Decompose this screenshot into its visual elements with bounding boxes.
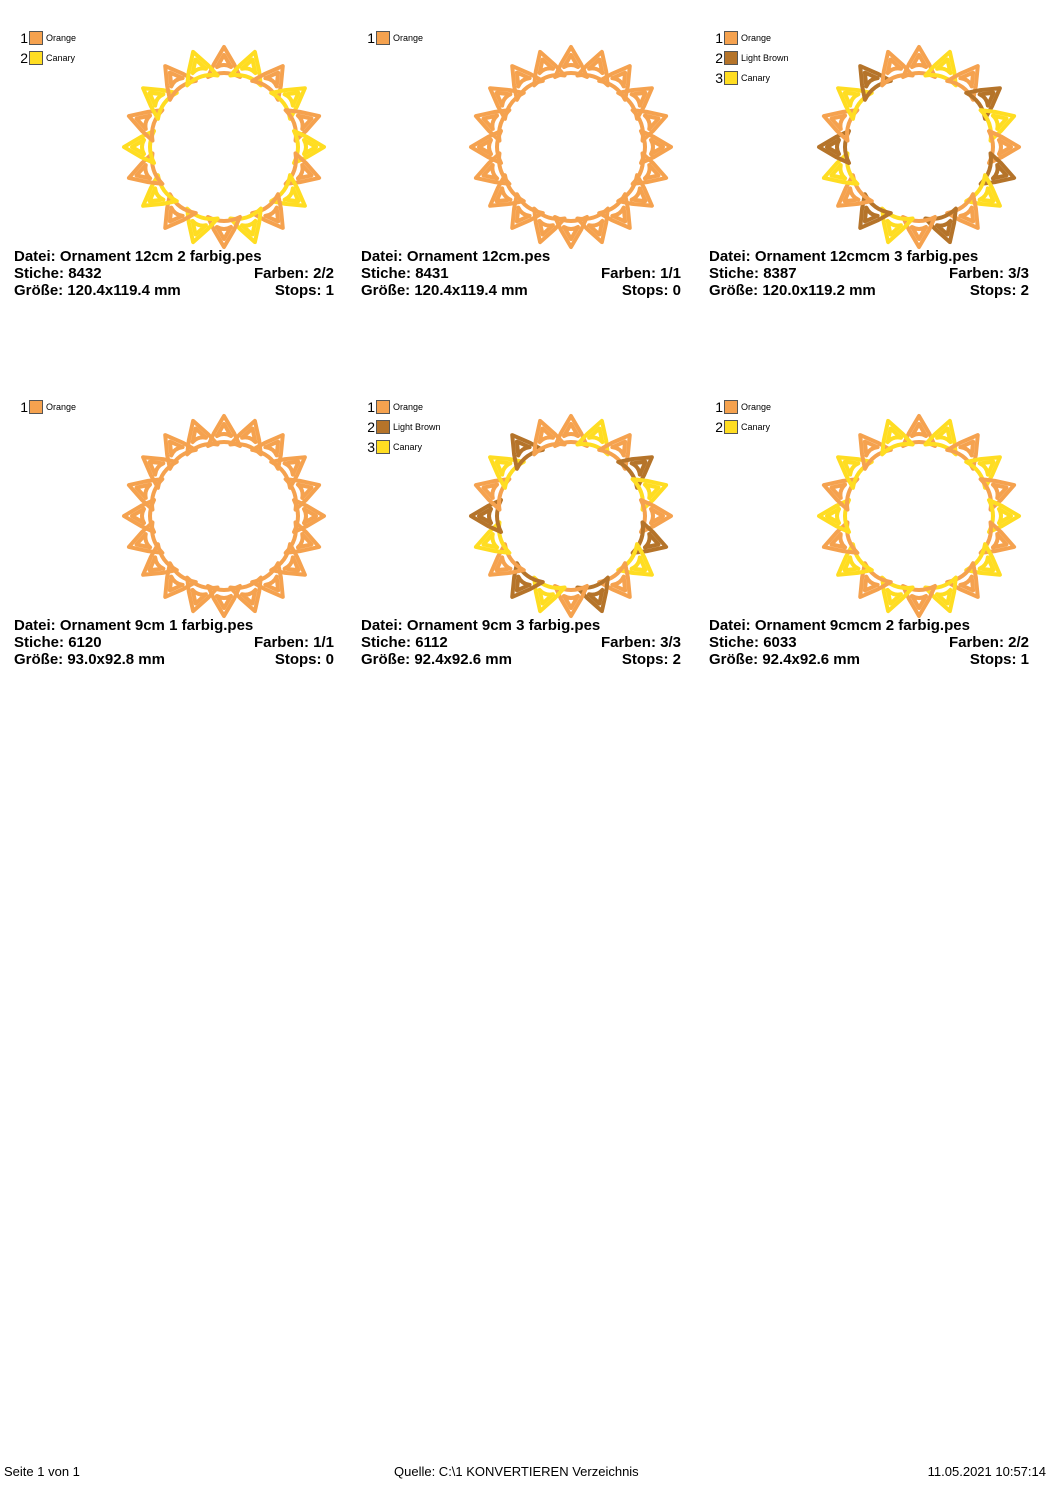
thread-number: 3 <box>367 439 375 455</box>
color-count-value: 1/1 <box>660 265 681 282</box>
thread-color-swatch <box>724 400 738 414</box>
file-label: Datei: <box>361 248 403 265</box>
thread-number: 2 <box>367 419 375 435</box>
design-size <box>709 651 860 668</box>
design-info <box>709 248 1029 299</box>
design-cell <box>361 0 691 340</box>
file-label: Datei: <box>361 617 403 634</box>
thread-name: Orange <box>741 402 772 412</box>
file-name: Ornament 9cmcm 2 farbig.pes <box>754 617 970 634</box>
thread-name: Canary <box>741 73 771 83</box>
stitch-count-label: Stiche: <box>14 265 65 282</box>
design-size <box>14 282 181 299</box>
ornament-preview <box>814 42 1024 252</box>
file-line <box>709 617 970 634</box>
design-size-label: Größe: <box>361 651 411 668</box>
ornament-preview <box>119 411 329 621</box>
ornament-preview <box>814 411 1024 621</box>
thread-name: Orange <box>393 33 424 43</box>
stop-count <box>275 651 334 668</box>
thread-color-swatch <box>376 420 390 434</box>
thread-legend <box>713 28 789 88</box>
thread-color-swatch <box>376 440 390 454</box>
stitch-count-value: 6112 <box>415 634 448 651</box>
design-size-value: 92.4x92.6 mm <box>414 651 512 668</box>
thread-legend-row <box>713 417 771 437</box>
color-count-value: 3/3 <box>660 634 681 651</box>
stop-count <box>622 651 681 668</box>
stitch-count <box>14 634 102 651</box>
thread-name: Canary <box>741 422 771 432</box>
design-cell <box>14 0 344 340</box>
thread-name: Canary <box>46 53 76 63</box>
size-row <box>361 651 681 668</box>
stitch-count-label: Stiche: <box>361 634 412 651</box>
file-name: Ornament 9cm 3 farbig.pes <box>406 617 601 634</box>
thread-color-swatch <box>724 31 738 45</box>
thread-legend-row <box>18 48 76 68</box>
design-size-label: Größe: <box>709 282 759 299</box>
design-cell <box>709 369 1039 709</box>
thread-legend <box>18 397 76 417</box>
stitch-count <box>361 634 448 651</box>
page-number: Seite 1 von 1 <box>4 1464 80 1479</box>
page-footer <box>0 1464 1050 1482</box>
design-size <box>361 282 528 299</box>
thread-name: Light Brown <box>393 422 441 432</box>
color-count-value: 1/1 <box>313 634 334 651</box>
stitch-count-label: Stiche: <box>361 265 412 282</box>
thread-color-swatch <box>724 71 738 85</box>
stitch-count-value: 8431 <box>415 265 449 282</box>
stitch-count-value: 6033 <box>763 634 797 651</box>
stitch-count <box>709 265 797 282</box>
stitch-count-label: Stiche: <box>709 634 760 651</box>
stitch-count-label: Stiche: <box>709 265 760 282</box>
stop-count-label: Stops: <box>621 651 669 668</box>
thread-color-swatch <box>376 31 390 45</box>
thread-color-swatch <box>29 400 43 414</box>
color-count <box>254 634 334 651</box>
thread-legend-row <box>713 28 789 48</box>
print-datetime: 11.05.2021 10:57:14 <box>927 1464 1046 1479</box>
stitch-count <box>361 265 449 282</box>
stop-count-label: Stops: <box>274 282 322 299</box>
thread-number: 1 <box>715 30 723 46</box>
color-count <box>601 265 681 282</box>
stop-count-value: 1 <box>1020 651 1029 668</box>
thread-name: Orange <box>46 33 77 43</box>
design-size-value: 93.0x92.8 mm <box>67 651 165 668</box>
design-size <box>709 282 876 299</box>
file-line <box>361 248 550 265</box>
file-label: Datei: <box>709 248 751 265</box>
design-info <box>361 248 681 299</box>
stitch-count-label: Stiche: <box>14 634 65 651</box>
thread-legend-row <box>365 397 441 417</box>
thread-name: Orange <box>741 33 772 43</box>
stitches-row <box>361 265 681 282</box>
thread-legend <box>18 28 76 68</box>
thread-legend <box>713 397 771 437</box>
stitches-row <box>14 634 334 651</box>
thread-number: 1 <box>367 399 375 415</box>
thread-legend-row <box>365 437 441 457</box>
stitch-count <box>709 634 797 651</box>
thread-legend <box>365 28 423 48</box>
thread-name: Canary <box>393 442 423 452</box>
color-count <box>949 634 1029 651</box>
color-count-label: Farben: <box>253 634 309 651</box>
thread-color-swatch <box>724 420 738 434</box>
file-name: Ornament 12cmcm 3 farbig.pes <box>754 248 979 265</box>
size-row <box>14 651 334 668</box>
file-label: Datei: <box>14 617 56 634</box>
design-size <box>14 651 165 668</box>
file-name: Ornament 12cm.pes <box>406 248 551 265</box>
design-info <box>361 617 681 668</box>
thread-legend <box>365 397 441 457</box>
color-count-value: 2/2 <box>313 265 334 282</box>
design-size-label: Größe: <box>14 651 64 668</box>
stop-count-label: Stops: <box>621 282 669 299</box>
design-info <box>14 248 334 299</box>
design-size-value: 120.0x119.2 mm <box>762 282 876 299</box>
file-row <box>14 617 334 634</box>
thread-name: Orange <box>46 402 77 412</box>
thread-number: 1 <box>20 399 28 415</box>
stop-count-label: Stops: <box>969 651 1017 668</box>
thread-name: Light Brown <box>741 53 789 63</box>
thread-legend-row <box>365 28 423 48</box>
color-count-value: 2/2 <box>1008 634 1029 651</box>
file-line <box>14 617 253 634</box>
design-size-value: 120.4x119.4 mm <box>67 282 181 299</box>
thread-legend-row <box>365 417 441 437</box>
thread-number: 2 <box>20 50 28 66</box>
thread-color-swatch <box>724 51 738 65</box>
stitches-row <box>709 265 1029 282</box>
thread-legend-row <box>713 68 789 88</box>
thread-color-swatch <box>376 400 390 414</box>
stop-count-value: 0 <box>672 282 681 299</box>
color-count-label: Farben: <box>253 265 309 282</box>
file-row <box>361 617 681 634</box>
color-count-value: 3/3 <box>1008 265 1029 282</box>
thread-legend-row <box>713 48 789 68</box>
file-line <box>709 248 978 265</box>
thread-number: 3 <box>715 70 723 86</box>
size-row <box>709 282 1029 299</box>
size-row <box>14 282 334 299</box>
thread-legend-row <box>18 28 76 48</box>
stitch-count <box>14 265 102 282</box>
thread-color-swatch <box>29 31 43 45</box>
color-count-label: Farben: <box>600 634 656 651</box>
stop-count <box>970 282 1029 299</box>
thread-number: 1 <box>715 399 723 415</box>
file-name: Ornament 12cm 2 farbig.pes <box>59 248 262 265</box>
color-count-label: Farben: <box>600 265 656 282</box>
thread-number: 1 <box>367 30 375 46</box>
design-cell <box>709 0 1039 340</box>
design-size-label: Größe: <box>14 282 64 299</box>
size-row <box>709 651 1029 668</box>
file-label: Datei: <box>709 617 751 634</box>
design-info <box>709 617 1029 668</box>
color-count <box>949 265 1029 282</box>
file-line <box>361 617 600 634</box>
stop-count-value: 2 <box>1020 282 1029 299</box>
thread-name: Orange <box>393 402 424 412</box>
color-count-label: Farben: <box>948 265 1004 282</box>
stitches-row <box>709 634 1029 651</box>
thread-legend-row <box>713 397 771 417</box>
stop-count-value: 0 <box>325 651 334 668</box>
color-count <box>254 265 334 282</box>
thread-legend-row <box>18 397 76 417</box>
file-row <box>361 248 681 265</box>
file-row <box>709 248 1029 265</box>
stitches-row <box>14 265 334 282</box>
file-label: Datei: <box>14 248 56 265</box>
stop-count <box>622 282 681 299</box>
file-row <box>709 617 1029 634</box>
design-size-label: Größe: <box>709 651 759 668</box>
ornament-preview <box>466 411 676 621</box>
design-info <box>14 617 334 668</box>
stop-count-label: Stops: <box>274 651 322 668</box>
stitch-count-value: 8432 <box>68 265 102 282</box>
stop-count-value: 2 <box>672 651 681 668</box>
color-count <box>601 634 681 651</box>
stitches-row <box>361 634 681 651</box>
thread-number: 2 <box>715 419 723 435</box>
file-line <box>14 248 262 265</box>
stop-count-label: Stops: <box>969 282 1017 299</box>
file-name: Ornament 9cm 1 farbig.pes <box>59 617 254 634</box>
ornament-preview <box>466 42 676 252</box>
stitch-count-value: 8387 <box>763 265 797 282</box>
design-sheet <box>0 0 1050 720</box>
stop-count <box>275 282 334 299</box>
design-size-label: Größe: <box>361 282 411 299</box>
stop-count-value: 1 <box>325 282 334 299</box>
design-cell <box>14 369 344 709</box>
ornament-preview <box>119 42 329 252</box>
design-size <box>361 651 512 668</box>
design-cell <box>361 369 691 709</box>
file-row <box>14 248 334 265</box>
source-path: Quelle: C:\1 KONVERTIEREN Verzeichnis <box>394 1464 639 1479</box>
thread-number: 1 <box>20 30 28 46</box>
thread-color-swatch <box>29 51 43 65</box>
stitch-count-value: 6120 <box>68 634 102 651</box>
design-size-value: 120.4x119.4 mm <box>414 282 528 299</box>
thread-number: 2 <box>715 50 723 66</box>
design-size-value: 92.4x92.6 mm <box>762 651 860 668</box>
stop-count <box>970 651 1029 668</box>
size-row <box>361 282 681 299</box>
color-count-label: Farben: <box>948 634 1004 651</box>
